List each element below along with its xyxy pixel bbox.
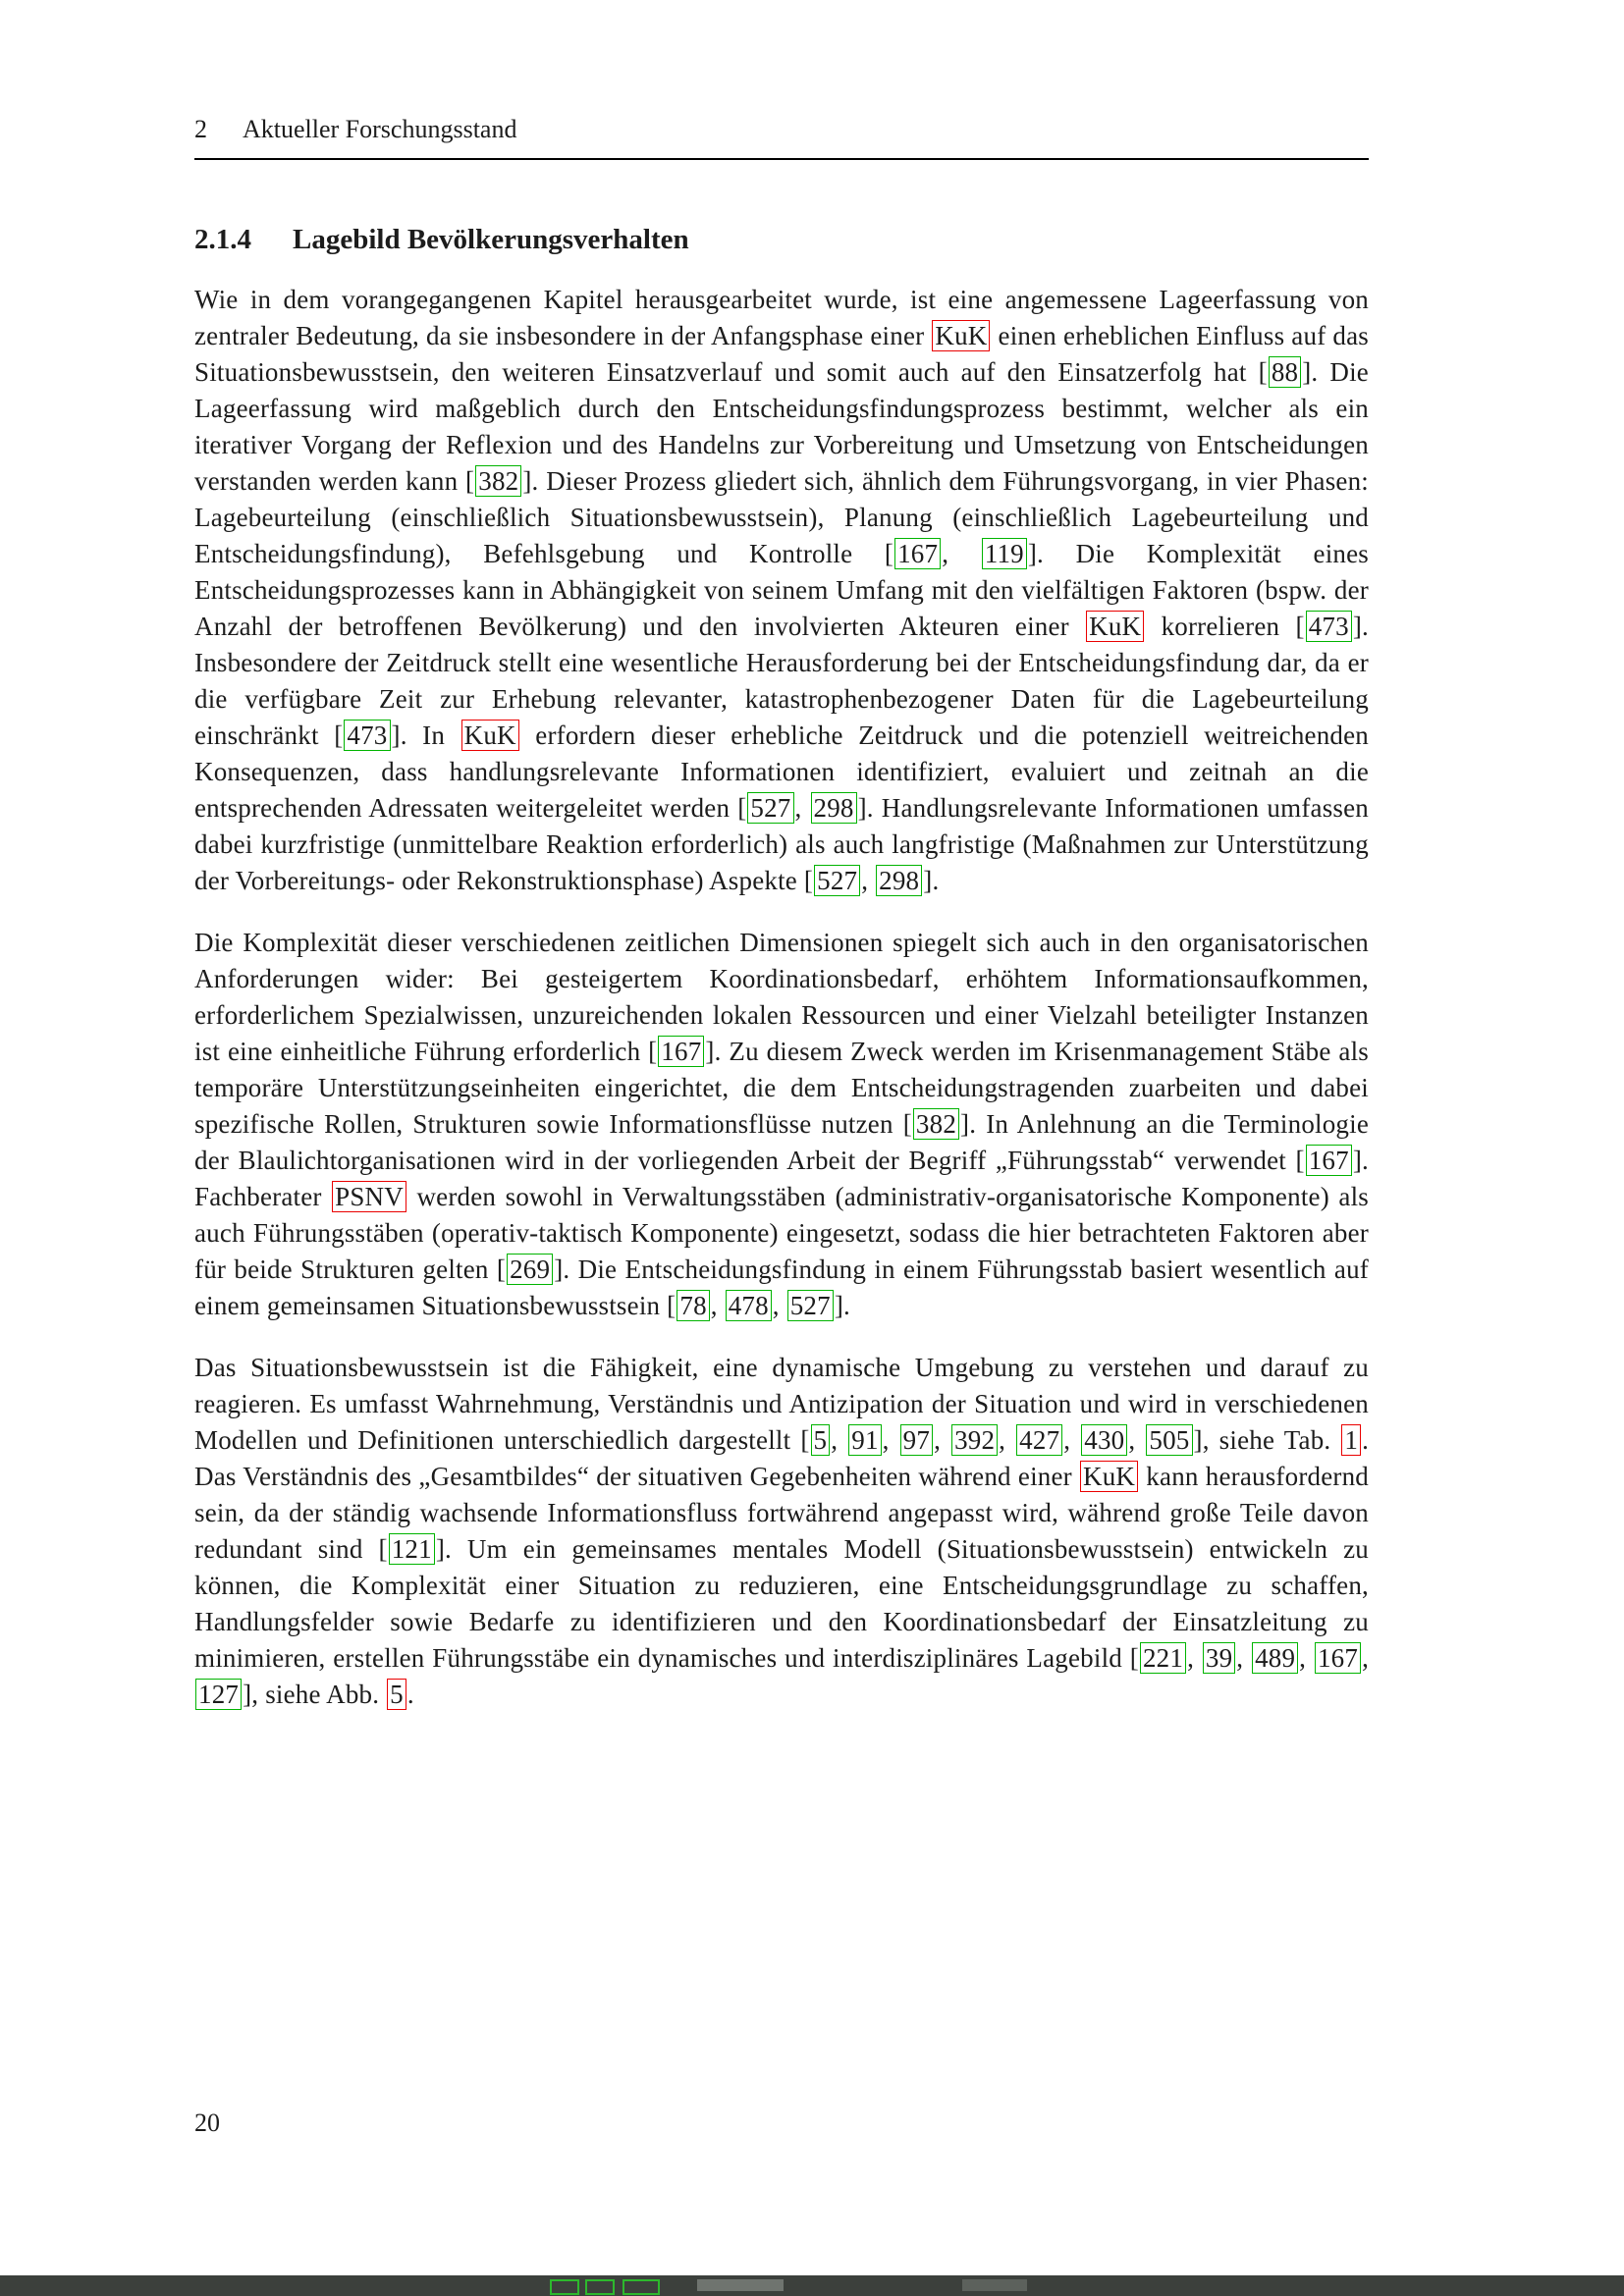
internal-ref-link[interactable]: 5 [387,1679,406,1710]
section-number: 2.1.4 [194,224,251,255]
internal-ref-link[interactable]: KuK [461,720,519,751]
peek-citation-box [623,2279,660,2295]
citation-link[interactable]: 473 [344,720,390,751]
paragraph: Wie in dem vorangegangenen Kapitel herausgearbeitet wurde, ist eine angemessene Lageerfassung von zentraler Bedeutung, da sie insbesondere in der Anfangsphase einer KuK einen erheblichen Einfluss auf das Situationsbewusstsein, den weiteren Einsatzverlauf und somit auch auf den Einsatzerfolg hat [ 88 ]. Die Lageerfassung wird maßgeblich durch den Entscheidungsfindungsprozess bestimmt, welcher als ein iterativer Vorgang der Reflexion und des Handelns zur Vorbereitung und Umsetzung von Entscheidungen verstanden werden kann [ 382 ]. Dieser Prozess gliedert sich, ähnlich dem Führungsvorgang, in vier Phasen: Lagebeurteilung (einschließlich Situationsbewusstsein), Planung (einschließlich Lagebeurteilung und Entscheidungsfindung), Befehlsgebung und Kontrolle [ 167 , 119 ]. Die Komplexität eines Entscheidungsprozesses kann in Abhängigkeit von seinem Umfang mit den vielfältigen Faktoren (bspw. der Anzahl der betroffenen Bevölkerung) und den involvierten Akteuren einer KuK korrelieren [ 473 ]. Insbesondere der Zeitdruck stellt eine wesentliche Herausforderung bei der Entscheidungsfindung dar, da er die verfügbare Zeit zur Erhebung relevanter, katastrophenbezogener Daten für die Lagebeurteilung einschränkt [ 473 ]. In KuK erfordern dieser erhebliche Zeitdruck und die potenziell weitreichenden Konsequenzen, dass handlungsrelevante Informationen identifiziert, evaluiert und zeitnah an die entsprechenden Adressaten weitergeleitet werden [ 527 , 298 ]. Handlungsrelevante Informationen umfassen dabei kurzfristige (unmittelbare Reaktion erforderlich) als auch langfristige (Maßnahmen zur Unterstützung der Vorbereitungs- oder Rekonstruktionsphase) Aspekte [ 527 , 298 ]. [194,285,1370,895]
citation-link[interactable]: 127 [195,1679,242,1710]
citation-link[interactable]: 382 [475,465,521,497]
citation-link[interactable]: 392 [951,1424,998,1456]
citation-link[interactable]: 167 [1315,1642,1361,1674]
citation-link[interactable]: 473 [1306,611,1352,642]
citation-link[interactable]: 91 [848,1424,881,1456]
running-header [194,114,1369,160]
citation-link[interactable]: 167 [1306,1145,1352,1176]
citation-link[interactable]: 39 [1203,1642,1235,1674]
citation-link[interactable]: 527 [814,865,860,896]
peek-text-fragment [697,2279,784,2291]
text-column [194,0,1369,1713]
paragraph: Das Situationsbewusstsein ist die Fähigkeit, eine dynamische Umgebung zu verstehen und darauf zu reagieren. Es umfasst Wahrnehmung, Verständnis und Antizipation der Situation und wird in verschiedenen Modellen und Definitionen unterschiedlich dargestellt [ 5 , 91 , 97 , 392 , 427 , 430 , 505 ], siehe Tab. 1 . Das Verständnis des „Gesamtbildes“ der situativen Gegebenheiten während einer KuK kann herausfordernd sein, da der ständig wachsende Informationsfluss fortwährend angepasst wird, während große Teile davon redundant sind [ 121 ]. Um ein gemeinsames mentales Modell (Situationsbewusstsein) entwickeln zu können, die Komplexität einer Situation zu reduzieren, eine Entscheidungsgrundlage zu schaffen, Handlungsfelder sowie Bedarfe zu identifizieren und den Koordinationsbedarf der Einsatzleitung zu minimieren, erstellen Führungsstäbe ein dynamisches und interdisziplinäres Lagebild [ 221 , 39 , 489 , 167 , 127 ], siehe Abb. 5 . [194,1353,1370,1709]
peek-text-fragment [962,2279,1027,2291]
paragraphs [194,282,1369,1713]
citation-link[interactable]: 298 [811,792,857,824]
internal-ref-link[interactable]: KuK [932,320,990,351]
internal-ref-link[interactable]: 1 [1341,1424,1361,1456]
peek-citation-box [550,2279,579,2295]
citation-link[interactable]: 430 [1081,1424,1127,1456]
citation-link[interactable]: 88 [1269,356,1301,388]
citation-link[interactable]: 221 [1140,1642,1186,1674]
citation-link[interactable]: 121 [389,1533,435,1565]
internal-ref-link[interactable]: KuK [1086,611,1144,642]
citation-link[interactable]: 5 [811,1424,831,1456]
citation-link[interactable]: 382 [913,1108,959,1140]
citation-link[interactable]: 527 [787,1290,834,1321]
next-page-peek [0,2275,1624,2296]
section-heading [194,223,1369,256]
section-title: Lagebild Bevölkerungsverhalten [293,224,689,255]
peek-citation-box [585,2279,615,2295]
citation-link[interactable]: 167 [894,538,941,569]
internal-ref-link[interactable]: PSNV [332,1181,406,1212]
citation-link[interactable]: 505 [1146,1424,1192,1456]
citation-link[interactable]: 78 [677,1290,709,1321]
citation-link[interactable]: 427 [1016,1424,1062,1456]
citation-link[interactable]: 527 [747,792,793,824]
paragraph: Die Komplexität dieser verschiedenen zeitlichen Dimensionen spiegelt sich auch in den organisatorischen Anforderungen wider: Bei gesteigertem Koordinationsbedarf, erhöhtem Informationsaufkommen, erforderlichem Spezialwissen, unzureichenden lokalen Ressourcen und einer Vielzahl beteiligter Instanzen ist eine einheitliche Führung erforderlich [ 167 ]. Zu diesem Zweck werden im Krisenmanagement Stäbe als temporäre Unterstützungseinheiten eingerichtet, die dem Entscheidungstragenden zuarbeiten und dabei spezifische Rollen, Strukturen sowie Informationsflüsse nutzen [ 382 ]. In Anlehnung an die Terminologie der Blaulichtorganisationen wird in der vorliegenden Arbeit der Begriff „Führungsstab“ verwendet [ 167 ]. Fachberater PSNV werden sowohl in Verwaltungsstäben (administrativ-organisatorische Komponente) als auch Führungsstäben (operativ-taktisch Komponente) eingesetzt, sodass die hier betrachteten Faktoren aber für beide Strukturen gelten [ 269 ]. Die Entscheidungsfindung in einem Führungsstab basiert wesentlich auf einem gemeinsamen Situationsbewusstsein [ 78 , 478 , 527 ]. [194,928,1370,1320]
citation-link[interactable]: 97 [900,1424,933,1456]
citation-link[interactable]: 298 [876,865,922,896]
chapter-number: 2 [194,115,207,143]
citation-link[interactable]: 478 [726,1290,772,1321]
citation-link[interactable]: 489 [1252,1642,1298,1674]
citation-link[interactable]: 119 [982,538,1027,569]
chapter-title: Aktueller Forschungsstand [243,115,517,143]
page-number: 20 [194,2109,220,2137]
citation-link[interactable]: 269 [507,1254,553,1285]
citation-link[interactable]: 167 [658,1036,704,1067]
internal-ref-link[interactable]: KuK [1080,1461,1138,1492]
